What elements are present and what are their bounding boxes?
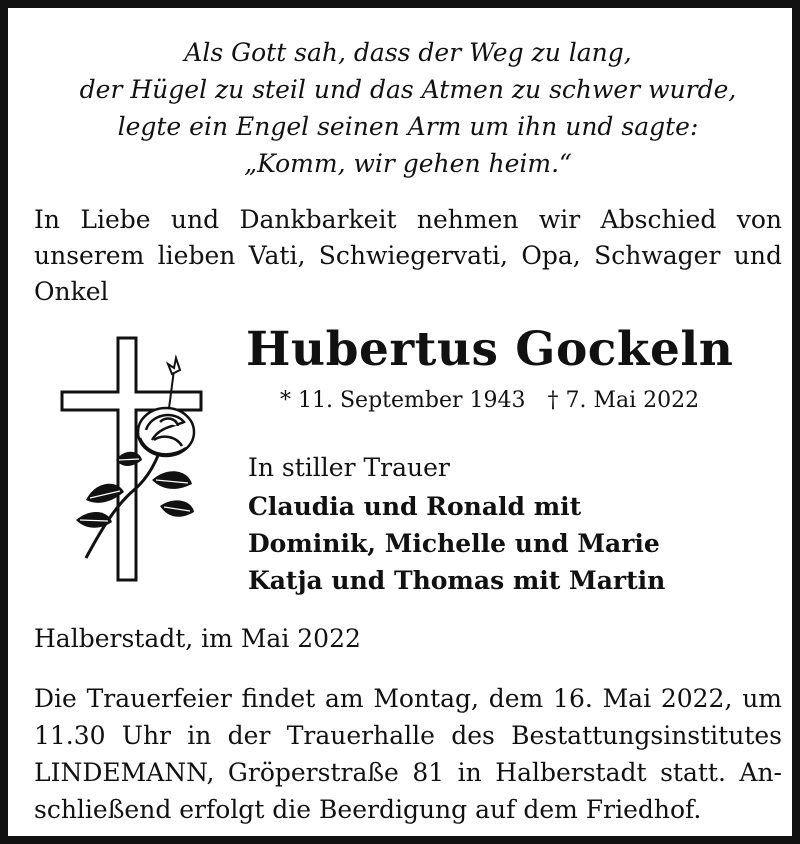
deceased-name: Hubertus Gockeln: [246, 322, 734, 377]
farewell-line: unserem lieben Vati, Schwiegervati, Opa, Schwager und: [34, 241, 782, 270]
farewell-text: [34, 202, 782, 310]
ceremony-line: 11.30 Uhr in der Trauerhalle des Bestattungsinstitutes: [34, 721, 782, 750]
mourner-family: Dominik, Michelle und Marie: [248, 529, 660, 558]
birth-date: * 11. September 1943: [280, 388, 526, 413]
poem-line: „Komm, wir gehen heim.“: [244, 149, 572, 178]
ceremony-line: LINDEMANN, Gröperstraße 81 in Halberstadt statt. An-: [34, 758, 782, 787]
poem-line: der Hügel zu steil und das Atmen zu schwer wurde,: [79, 75, 737, 104]
poem: [38, 34, 778, 182]
ceremony-line: schließend erfolgt die Beerdigung auf dem Friedhof.: [34, 795, 702, 824]
life-dates: [280, 386, 699, 416]
mourner-family: Katja und Thomas mit Martin: [248, 566, 666, 595]
mourner-family: Claudia und Ronald mit: [248, 492, 582, 521]
poem-line: Als Gott sah, dass der Weg zu lang,: [184, 38, 632, 67]
ceremony-details: [34, 680, 782, 828]
death-date: † 7. Mai 2022: [547, 388, 700, 413]
place-and-date: Halberstadt, im Mai 2022: [34, 624, 361, 653]
farewell-line: Onkel: [34, 277, 109, 306]
ceremony-line: Die Trauerfeier findet am Montag, dem 16. Mai 2022, um: [34, 684, 782, 713]
cross-with-rose-icon: [56, 330, 216, 590]
poem-line: legte ein Engel seinen Arm um ihn und sagte:: [117, 112, 699, 141]
mourners-list: [248, 488, 665, 599]
farewell-line: In Liebe und Dankbarkeit nehmen wir Abschied von: [34, 205, 782, 234]
mourning-label: In stiller Trauer: [248, 453, 450, 482]
